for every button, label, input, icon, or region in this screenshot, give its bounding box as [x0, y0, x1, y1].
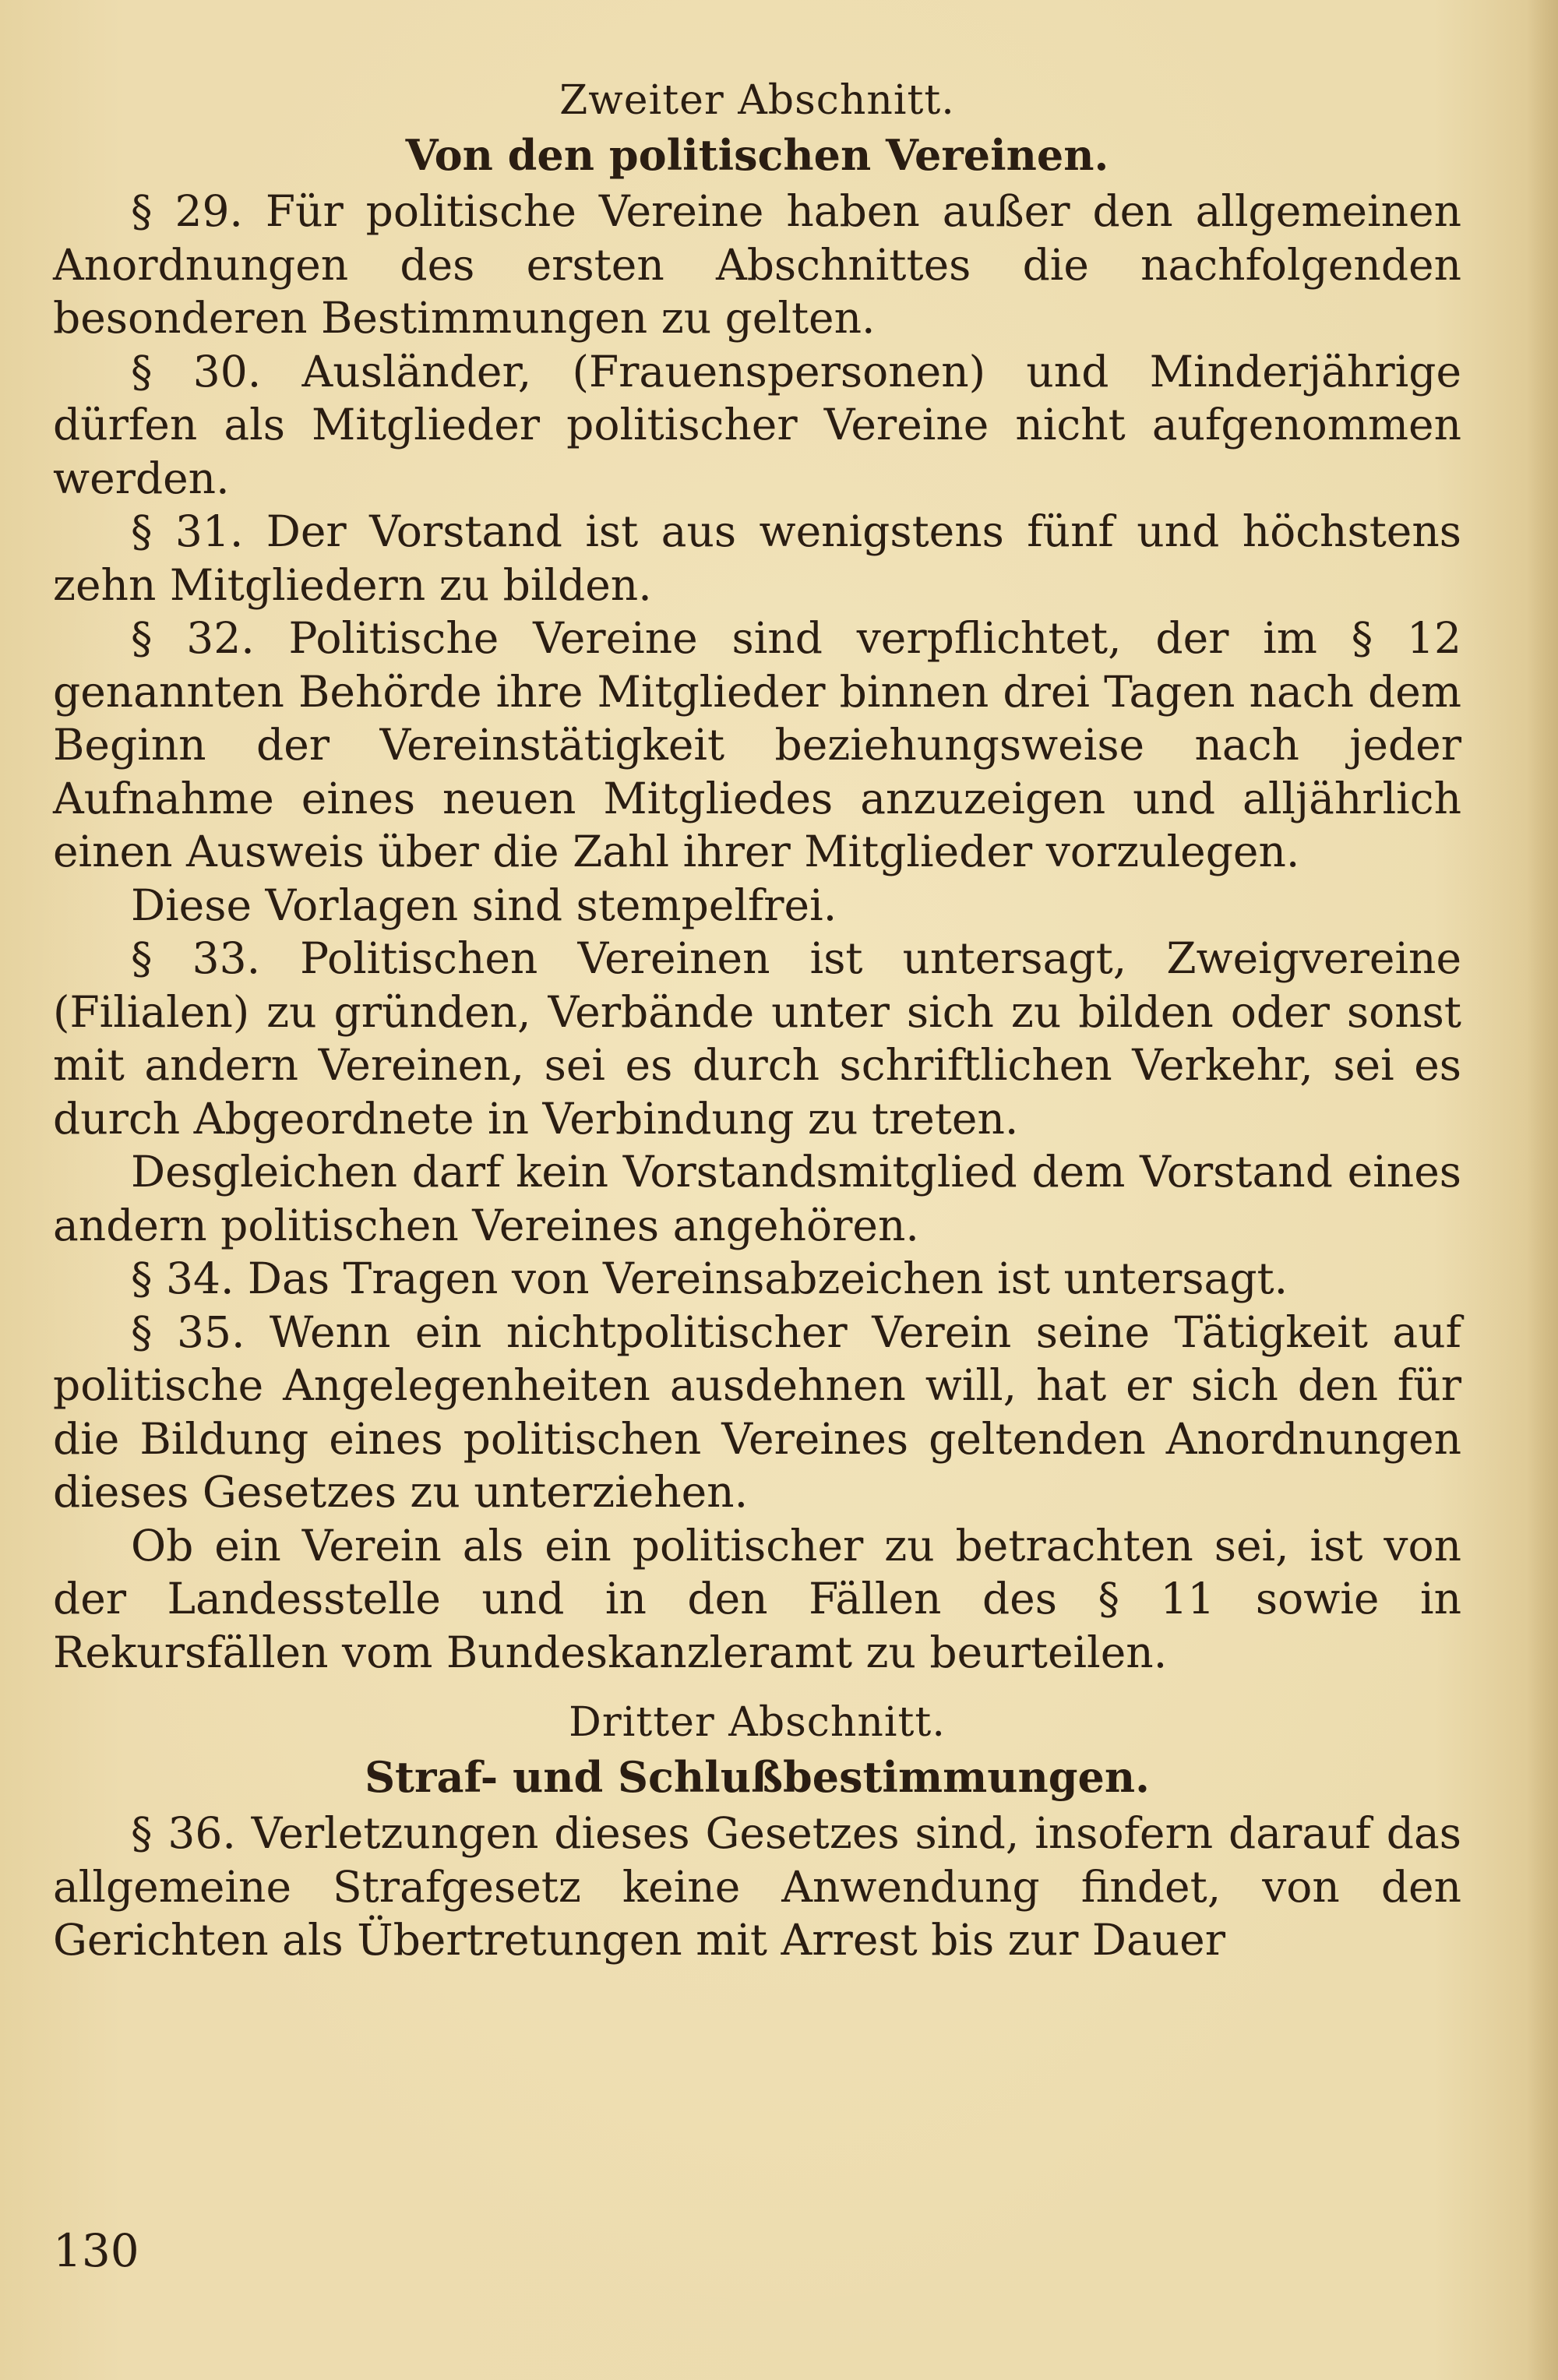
page-number: 130 [53, 2224, 139, 2277]
paragraph-33: § 33. Politischen Vereinen ist untersagt, Zweigvereine (Filialen) zu gründen, Verbände unter sich zu bilden oder sonst mit andern Vereinen, sei es durch schriftlichen Verkehr, sei es durch Abgeordnete in Verbindung zu treten. [53, 933, 1461, 1144]
paragraph-29: § 29. Für politische Vereine haben außer den allgemeinen Anordnungen des ersten Abschnittes die nachfolgenden besonderen Bestimmungen zu gelten. [53, 186, 1461, 343]
paragraph-31: § 31. Der Vorstand ist aus wenigstens fünf und höchstens zehn Mitgliedern zu bilden. [53, 506, 1461, 610]
paragraph-35-note: Ob ein Verein als ein politischer zu betrachten sei, ist von der Landesstelle und in den Fällen des § 11 sowie in Rekursfällen vom Bundeskanzleramt zu beurteilen. [53, 1520, 1461, 1677]
paragraph-30: § 30. Ausländer, (Frauenspersonen) und Minderjährige dürfen als Mitglieder politischer Vereine nicht aufgenommen werden. [53, 346, 1461, 503]
section-title-three: Dritter Abschnitt. [569, 1699, 946, 1746]
page-text [53, 74, 1461, 1967]
paragraph-36: § 36. Verletzungen dieses Gesetzes sind, insofern darauf das allgemeine Strafgesetz keine Anwendung findet, von den Gerichten als Übertretungen mit Arrest bis zur Dauer [53, 1808, 1461, 1965]
paragraph-35: § 35. Wenn ein nichtpolitischer Verein seine Tätigkeit auf politische Angelegenheiten ausdehnen will, hat er sich den für die Bildung eines politischen Vereines geltenden Anordnungen dieses Gesetzes zu unterziehen. [53, 1306, 1461, 1517]
paragraph-32-note: Diese Vorlagen sind stempelfrei. [131, 880, 837, 930]
section-title-two: Zweiter Abschnitt. [559, 77, 955, 124]
section-heading-two: Von den politischen Vereinen. [405, 130, 1109, 180]
section-heading-three: Straf- und Schlußbestimmungen. [365, 1752, 1150, 1802]
paragraph-33-note: Desgleichen darf kein Vorstandsmitglied dem Vorstand eines andern politischen Vereines angehören. [53, 1147, 1461, 1250]
paragraph-34: § 34. Das Tragen von Vereinsabzeichen ist untersagt. [131, 1253, 1288, 1303]
paragraph-32: § 32. Politische Vereine sind verpflichtet, der im § 12 genannten Behörde ihre Mitglieder binnen drei Tagen nach dem Beginn der Vereinstätigkeit beziehungsweise nach jeder Aufnahme eines neuen Mitgliedes anzuzeigen und alljährlich einen Ausweis über die Zahl ihrer Mitglieder vorzulegen. [53, 613, 1461, 876]
page-edge-shadow [1527, 0, 1558, 2380]
